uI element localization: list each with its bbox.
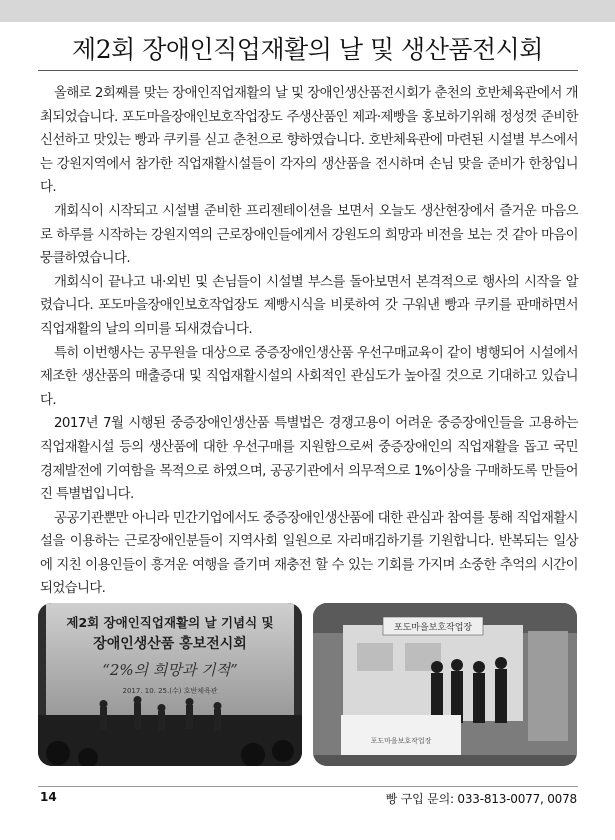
booth-photo bbox=[313, 603, 577, 766]
article-body bbox=[40, 82, 578, 601]
booth-sign: 포도마을보호작업장 bbox=[393, 623, 473, 633]
banner-line1: 제2회 장애인직업재활의 날 기념식 및 bbox=[66, 615, 274, 630]
paragraph: 개회식이 끝나고 내·외빈 및 손님들이 시설별 부스를 돌아보면서 본격적으로 행사의 시작을 알렸습니다. 포도마을장애인보호작업장도 제빵시식을 비롯하여 갓 구워낸 빵과 쿠키를 판매하면서 직업재활의 날의 의미를 되새겼습니다. bbox=[40, 274, 578, 337]
banner-slogan: “2%의 희망과 기적” bbox=[102, 661, 238, 679]
header-band bbox=[0, 0, 615, 22]
footer-divider bbox=[38, 786, 578, 787]
paragraph: 올해로 2회째를 맞는 장애인직업재활의 날 및 장애인생산품전시회가 춘천의 호반체육관에서 개최되었습니다. 포도마을장애인보호작업장도 주생산품인 제과·제빵을 홍보하기위해 정성껏 준비한 신선하고 맛있는 빵과 쿠키를 싣고 춘천으로 향하였습니다. 호반체육관에 마련된 시설별 부스에서는 강원지역에서 참가한 직업재활시설들이 각자의 생산품을 전시하며 손님 맞을 준비가 한창입니다. bbox=[40, 86, 578, 196]
paragraph: 2017년 7월 시행된 중증장애인생산품 특별법은 경쟁고용이 어려운 중증장애인들을 고용하는 직업재활시설 등의 생산품에 대한 우선구매를 지원함으로써 중증장애인의 직업재활을 돕고 국민경제발전에 기여함을 목적으로 하였으며, 공공기관에서 의무적으로 1%이상을 구매하도록 만들어진 특별법입니다. bbox=[40, 416, 578, 503]
counter-label: 포도마을보호작업장 bbox=[370, 737, 432, 745]
page-number: 14 bbox=[40, 790, 57, 804]
paragraph: 특히 이번행사는 공무원을 대상으로 중증장애인생산품 우선구매교육이 같이 병행되어 시설에서 제조한 생산품의 매출증대 및 직업재활시설의 사회적인 관심도가 높아질 것으로 기대하고 있습니다. bbox=[40, 345, 578, 408]
banner-date: 2017. 10. 25.(수) 호반체육관 bbox=[122, 687, 218, 695]
ceremony-photo bbox=[38, 603, 302, 766]
paragraph: 공공기관뿐만 아니라 민간기업에서도 중증장애인생산품에 대한 관심과 참여를 통해 직업재활시설을 이용하는 근로장애인분들이 지역사회 일원으로 자리매김하기를 기원합니다. 반복되는 일상에 지친 이용인들이 흥겨운 여행을 즐기며 재충전 할 수 있는 기회를 가지며 소중한 추억의 시간이 되었습니다. bbox=[40, 510, 578, 597]
banner-line2: 장애인생산품 홍보전시회 bbox=[93, 636, 247, 652]
title-divider bbox=[38, 70, 578, 71]
contact-info: 빵 구입 문의: 033-813-0077, 0078 bbox=[385, 792, 577, 806]
paragraph: 개회식이 시작되고 시설별 준비한 프리젠테이션을 보면서 오늘도 생산현장에서 즐거운 마음으로 하루를 시작하는 강원지역의 근로장애인들에게서 강원도의 희망과 비전을 보는 것 같아 마음이 뭉클하였습니다. bbox=[40, 203, 578, 267]
page-title: 제2회 장애인직업재활의 날 및 생산품전시회 bbox=[72, 35, 543, 64]
